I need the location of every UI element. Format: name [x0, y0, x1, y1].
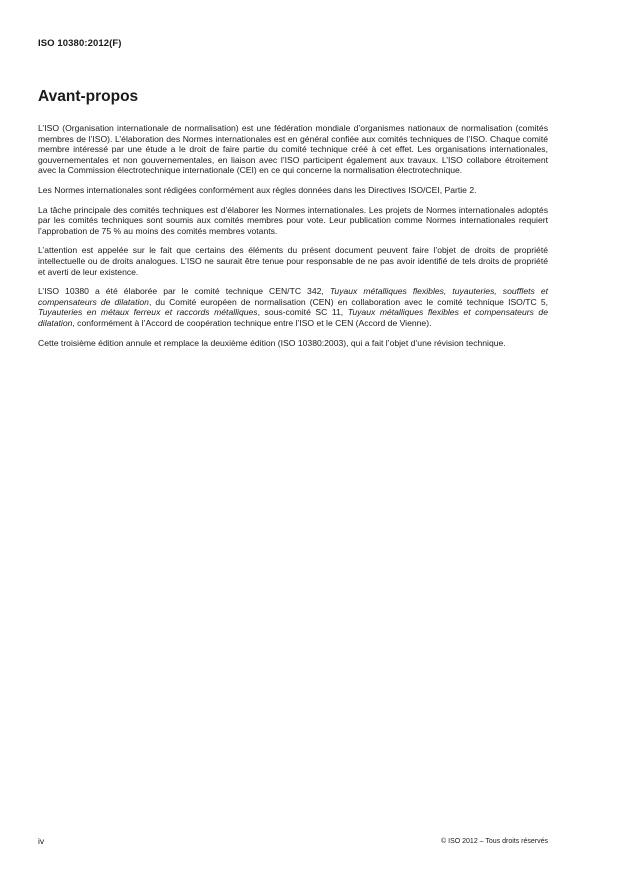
page-title: Avant-propos [38, 88, 139, 105]
committee-title-cen: Tuyaux métalliques flexibles, tuyauteries, soufflets et compensateurs de dilatation [38, 286, 548, 307]
committee-title-iso: Tuyauteries en métaux ferreux et raccords métalliques [38, 307, 258, 318]
page-number: iv [38, 836, 45, 846]
paragraph-technical-committees: La tâche principale des comités techniques est d’élaborer les Normes internationales. Les projets de Normes internationales adoptés par les comités techniques sont soumis aux comités membres pour vote. Leur publication comme Normes internationales requiert l’approbation de 75 % au moins des comités membres votants. [38, 204, 548, 236]
foreword-body [38, 123, 548, 357]
preparation-text-2: , du Comité européen de normalisation (CEN) en collaboration avec le comité technique ISO/TC 5, [148, 296, 548, 307]
preparation-text-4: , conformément à l’Accord de coopération technique entre l’ISO et le CEN (Accord de Vienne). [72, 317, 432, 328]
preparation-text-1: L’ISO 10380 a été élaborée par le comité technique CEN/TC 342, [38, 286, 330, 297]
paragraph-drafting-rules: Les Normes internationales sont rédigées conformément aux règles données dans les Directives ISO/CEI, Partie 2. [38, 184, 477, 195]
paragraph-patent-rights: L’attention est appelée sur le fait que certains des éléments du présent document peuvent faire l’objet de droits de propriété intellectuelle ou de droits analogues. L’ISO ne saurait être tenue pour responsable de ne pas avoir identifié de tels droits de propriété et averti de leur existence. [38, 245, 548, 277]
paragraph-iso-organisation: L’ISO (Organisation internationale de normalisation) est une fédération mondiale d’organismes nationaux de normalisation (comités membres de l’ISO). L’élaboration des Normes internationales est en général confiée aux comités techniques de l’ISO. Chaque comité membre intéressé par une étude a le droit de faire partie du comité technique créé à cet effet. Les organisations internationales, gouvernementales et non gouvernementales, en liaison avec l’ISO participent également aux travaux. L’ISO collabore étroitement avec la Commission électrotechnique internationale (CEI) en ce qui concerne la normalisation électrotechnique. [38, 123, 548, 176]
document-header-id: ISO 10380:2012(F) [38, 38, 122, 49]
copyright-notice: © ISO 2012 – Tous droits réservés [441, 838, 548, 845]
preparation-text-3: , sous-comité SC 11, [257, 307, 348, 318]
subcommittee-title: Tuyaux métalliques flexibles et compensateurs de dilatation [38, 307, 548, 328]
paragraph-preparation [38, 286, 548, 328]
paragraph-edition: Cette troisième édition annule et remplace la deuxième édition (ISO 10380:2003), qui a fait l’objet d’une révision technique. [38, 337, 506, 348]
